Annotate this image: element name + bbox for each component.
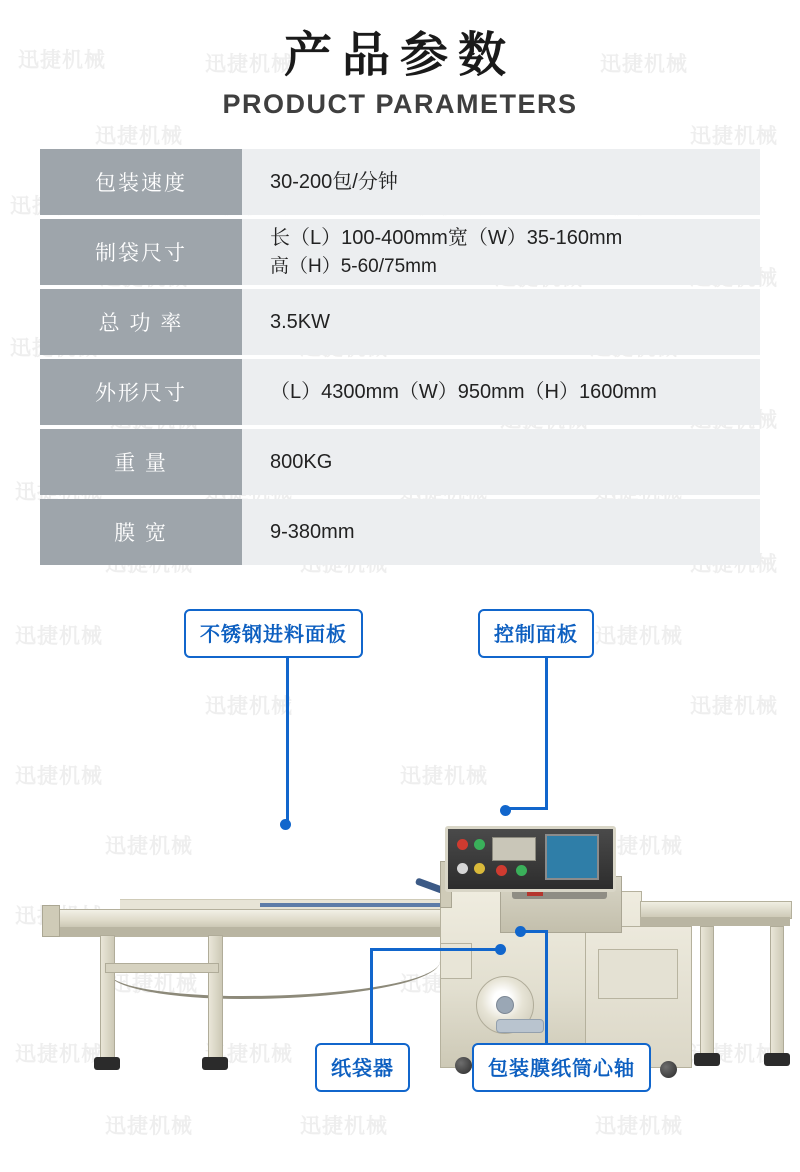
watermark: 迅捷机械 <box>105 835 193 858</box>
watermark: 迅捷机械 <box>400 765 488 788</box>
product-parameters-table <box>40 145 760 569</box>
leader-line-control-panel <box>545 649 548 809</box>
page-subtitle: PRODUCT PARAMETERS <box>222 89 578 120</box>
film-shaft <box>496 1019 544 1033</box>
discharge-conveyor-shadow <box>640 917 790 926</box>
watermark: 迅捷机械 <box>205 53 293 76</box>
param-label: 制袋尺寸 <box>40 219 242 285</box>
panel-keypad <box>492 837 536 861</box>
table-row <box>40 219 760 285</box>
watermark: 迅捷机械 <box>595 835 683 858</box>
conveyor-end-cap <box>42 905 60 937</box>
watermark: 迅捷机械 <box>15 625 103 648</box>
panel-touchscreen <box>545 834 599 880</box>
page-title-block <box>0 0 800 120</box>
watermark: 迅捷机械 <box>105 1115 193 1138</box>
caster-wheel <box>660 1061 677 1078</box>
leveling-foot <box>694 1053 720 1066</box>
table-row <box>40 499 760 565</box>
param-label: 外形尺寸 <box>40 359 242 425</box>
param-value: 30-200包/分钟 <box>242 149 760 215</box>
param-value: （L）4300mm（W）950mm（H）1600mm <box>242 359 760 425</box>
param-value: 3.5KW <box>242 289 760 355</box>
table-row <box>40 289 760 355</box>
param-label: 包装速度 <box>40 149 242 215</box>
watermark: 迅捷机械 <box>595 1115 683 1138</box>
callout-bag-device[interactable]: 纸袋器 <box>315 1043 410 1092</box>
leader-line-bag-device-2 <box>370 948 500 951</box>
callout-film-shaft[interactable]: 包装膜纸筒心轴 <box>472 1043 651 1092</box>
conveyor-leg-left <box>100 935 115 1062</box>
watermark: 迅捷机械 <box>110 973 198 996</box>
leader-line-control-panel-2 <box>505 807 548 810</box>
param-value <box>242 219 760 285</box>
table-row <box>40 359 760 425</box>
param-value-line1: 长（L）100-400mm宽（W）35-160mm <box>270 226 623 249</box>
leader-line-film-shaft <box>545 931 548 1049</box>
caster-wheel <box>455 1057 472 1074</box>
watermark: 迅捷机械 <box>690 1043 778 1066</box>
watermark: 迅捷机械 <box>300 1115 388 1138</box>
table-row <box>40 149 760 215</box>
leader-line-bag-device <box>370 951 373 1049</box>
watermark: 迅捷机械 <box>690 695 778 718</box>
watermark: 迅捷机械 <box>18 49 106 72</box>
param-value: 9-380mm <box>242 499 760 565</box>
table-row <box>40 429 760 495</box>
watermark: 迅捷机械 <box>15 1043 103 1066</box>
machine-illustration <box>0 591 800 1121</box>
discharge-leg-left <box>700 926 714 1058</box>
watermark: 迅捷机械 <box>95 125 183 148</box>
watermark: 迅捷机械 <box>595 625 683 648</box>
watermark: 迅捷机械 <box>690 125 778 148</box>
param-label: 重 量 <box>40 429 242 495</box>
conveyor-leg-right <box>208 935 223 1062</box>
discharge-leg-right <box>770 926 784 1058</box>
watermark: 迅捷机械 <box>600 53 688 76</box>
param-value-line2: 高（H）5-60/75mm <box>270 255 437 277</box>
machine-diagram <box>0 591 800 1121</box>
leveling-foot <box>94 1057 120 1070</box>
callout-feed-panel[interactable]: 不锈钢进料面板 <box>184 609 363 658</box>
page-title: 产品参数 <box>283 29 516 82</box>
param-value: 800KG <box>242 429 760 495</box>
conveyor-crossbar <box>105 963 219 973</box>
watermark: 迅捷机械 <box>205 695 293 718</box>
watermark: 迅捷机械 <box>205 1043 293 1066</box>
leveling-foot <box>764 1053 790 1066</box>
param-label: 膜 宽 <box>40 499 242 565</box>
cabinet-door <box>598 949 678 999</box>
leader-line-feed-panel <box>286 649 289 824</box>
watermark: 迅捷机械 <box>15 765 103 788</box>
leveling-foot <box>202 1057 228 1070</box>
param-label: 总 功 率 <box>40 289 242 355</box>
callout-control-panel[interactable]: 控制面板 <box>478 609 594 658</box>
